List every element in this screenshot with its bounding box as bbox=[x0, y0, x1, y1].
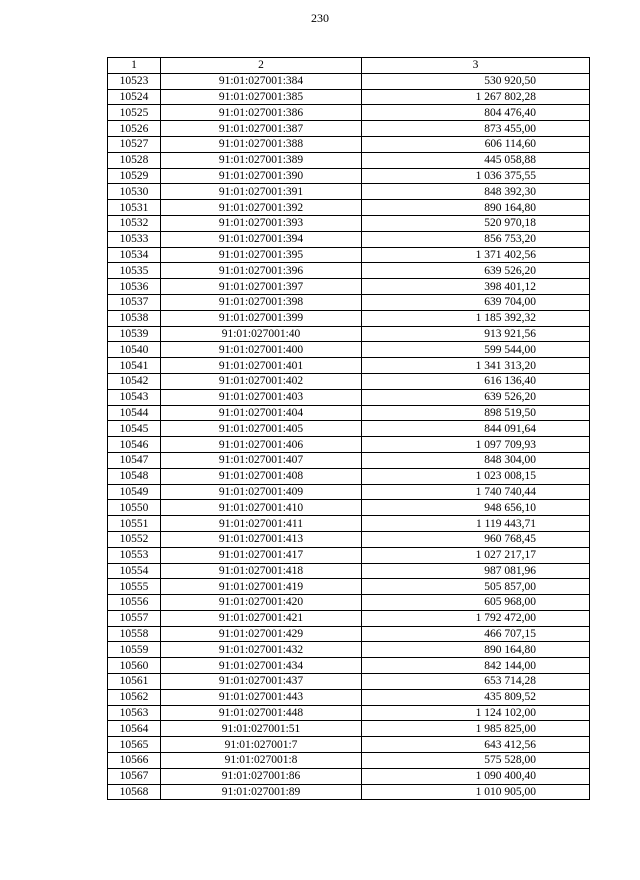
value-cell: 1 097 709,93 bbox=[362, 437, 590, 453]
cadastral-number-cell: 91:01:027001:390 bbox=[161, 168, 362, 184]
cadastral-number-cell: 91:01:027001:51 bbox=[161, 721, 362, 737]
value-cell: 842 144,00 bbox=[362, 658, 590, 674]
cadastral-number-cell: 91:01:027001:402 bbox=[161, 373, 362, 389]
row-number-cell: 10558 bbox=[108, 626, 161, 642]
value-cell: 1 090 400,40 bbox=[362, 768, 590, 784]
table-row bbox=[108, 547, 590, 563]
value-cell: 1 010 905,00 bbox=[362, 784, 590, 800]
table-row bbox=[108, 642, 590, 658]
row-number-cell: 10544 bbox=[108, 405, 161, 421]
table-row bbox=[108, 610, 590, 626]
cadastral-number-cell: 91:01:027001:392 bbox=[161, 200, 362, 216]
value-cell: 1 341 313,20 bbox=[362, 358, 590, 374]
column-header-cadastral-number: 2 bbox=[161, 58, 362, 74]
column-header-value: 3 bbox=[362, 58, 590, 74]
row-number-cell: 10546 bbox=[108, 437, 161, 453]
table-row bbox=[108, 152, 590, 168]
value-cell: 848 304,00 bbox=[362, 452, 590, 468]
cadastral-number-cell: 91:01:027001:394 bbox=[161, 231, 362, 247]
row-number-cell: 10524 bbox=[108, 89, 161, 105]
cadastral-number-cell: 91:01:027001:417 bbox=[161, 547, 362, 563]
cadastral-number-cell: 91:01:027001:385 bbox=[161, 89, 362, 105]
row-number-cell: 10541 bbox=[108, 358, 161, 374]
cadastral-value-table bbox=[107, 57, 590, 800]
cadastral-number-cell: 91:01:027001:448 bbox=[161, 705, 362, 721]
column-header-number: 1 bbox=[108, 58, 161, 74]
row-number-cell: 10536 bbox=[108, 279, 161, 295]
value-cell: 639 526,20 bbox=[362, 263, 590, 279]
table-row bbox=[108, 121, 590, 137]
table-row bbox=[108, 468, 590, 484]
cadastral-number-cell: 91:01:027001:387 bbox=[161, 121, 362, 137]
row-number-cell: 10540 bbox=[108, 342, 161, 358]
table-row bbox=[108, 484, 590, 500]
table-row bbox=[108, 437, 590, 453]
table-row bbox=[108, 326, 590, 342]
cadastral-number-cell: 91:01:027001:410 bbox=[161, 500, 362, 516]
value-cell: 844 091,64 bbox=[362, 421, 590, 437]
table-row bbox=[108, 373, 590, 389]
row-number-cell: 10533 bbox=[108, 231, 161, 247]
row-number-cell: 10552 bbox=[108, 531, 161, 547]
table-row bbox=[108, 768, 590, 784]
table-row bbox=[108, 626, 590, 642]
cadastral-number-cell: 91:01:027001:404 bbox=[161, 405, 362, 421]
value-cell: 987 081,96 bbox=[362, 563, 590, 579]
row-number-cell: 10547 bbox=[108, 452, 161, 468]
value-cell: 643 412,56 bbox=[362, 737, 590, 753]
table-row bbox=[108, 358, 590, 374]
row-number-cell: 10556 bbox=[108, 595, 161, 611]
cadastral-number-cell: 91:01:027001:406 bbox=[161, 437, 362, 453]
row-number-cell: 10528 bbox=[108, 152, 161, 168]
table-row bbox=[108, 279, 590, 295]
value-cell: 898 519,50 bbox=[362, 405, 590, 421]
table-row bbox=[108, 73, 590, 89]
value-cell: 890 164,80 bbox=[362, 200, 590, 216]
table-row bbox=[108, 136, 590, 152]
row-number-cell: 10538 bbox=[108, 310, 161, 326]
cadastral-number-cell: 91:01:027001:397 bbox=[161, 279, 362, 295]
value-cell: 398 401,12 bbox=[362, 279, 590, 295]
cadastral-number-cell: 91:01:027001:409 bbox=[161, 484, 362, 500]
cadastral-number-cell: 91:01:027001:437 bbox=[161, 674, 362, 690]
cadastral-number-cell: 91:01:027001:421 bbox=[161, 610, 362, 626]
row-number-cell: 10561 bbox=[108, 674, 161, 690]
cadastral-number-cell: 91:01:027001:386 bbox=[161, 105, 362, 121]
value-cell: 890 164,80 bbox=[362, 642, 590, 658]
value-cell: 1 792 472,00 bbox=[362, 610, 590, 626]
table-row bbox=[108, 310, 590, 326]
row-number-cell: 10565 bbox=[108, 737, 161, 753]
table-row bbox=[108, 294, 590, 310]
value-cell: 848 392,30 bbox=[362, 184, 590, 200]
table-row bbox=[108, 421, 590, 437]
row-number-cell: 10564 bbox=[108, 721, 161, 737]
row-number-cell: 10531 bbox=[108, 200, 161, 216]
table-row bbox=[108, 105, 590, 121]
value-cell: 466 707,15 bbox=[362, 626, 590, 642]
table-row bbox=[108, 389, 590, 405]
table-row bbox=[108, 784, 590, 800]
table-row bbox=[108, 342, 590, 358]
row-number-cell: 10527 bbox=[108, 136, 161, 152]
value-cell: 639 526,20 bbox=[362, 389, 590, 405]
value-cell: 605 968,00 bbox=[362, 595, 590, 611]
cadastral-number-cell: 91:01:027001:89 bbox=[161, 784, 362, 800]
row-number-cell: 10568 bbox=[108, 784, 161, 800]
table-row bbox=[108, 705, 590, 721]
value-cell: 856 753,20 bbox=[362, 231, 590, 247]
row-number-cell: 10542 bbox=[108, 373, 161, 389]
value-cell: 873 455,00 bbox=[362, 121, 590, 137]
row-number-cell: 10560 bbox=[108, 658, 161, 674]
cadastral-number-cell: 91:01:027001:420 bbox=[161, 595, 362, 611]
table-row bbox=[108, 405, 590, 421]
row-number-cell: 10537 bbox=[108, 294, 161, 310]
cadastral-number-cell: 91:01:027001:388 bbox=[161, 136, 362, 152]
table-row bbox=[108, 674, 590, 690]
cadastral-number-cell: 91:01:027001:407 bbox=[161, 452, 362, 468]
value-cell: 1 267 802,28 bbox=[362, 89, 590, 105]
value-cell: 1 036 375,55 bbox=[362, 168, 590, 184]
value-cell: 960 768,45 bbox=[362, 531, 590, 547]
table-row bbox=[108, 263, 590, 279]
table-row bbox=[108, 500, 590, 516]
row-number-cell: 10530 bbox=[108, 184, 161, 200]
value-cell: 616 136,40 bbox=[362, 373, 590, 389]
row-number-cell: 10563 bbox=[108, 705, 161, 721]
row-number-cell: 10525 bbox=[108, 105, 161, 121]
table-row bbox=[108, 595, 590, 611]
value-cell: 606 114,60 bbox=[362, 136, 590, 152]
cadastral-number-cell: 91:01:027001:408 bbox=[161, 468, 362, 484]
table-row bbox=[108, 563, 590, 579]
table-row bbox=[108, 184, 590, 200]
row-number-cell: 10554 bbox=[108, 563, 161, 579]
row-number-cell: 10535 bbox=[108, 263, 161, 279]
value-cell: 575 528,00 bbox=[362, 753, 590, 769]
table-row bbox=[108, 89, 590, 105]
cadastral-number-cell: 91:01:027001:434 bbox=[161, 658, 362, 674]
table-row bbox=[108, 737, 590, 753]
cadastral-number-cell: 91:01:027001:413 bbox=[161, 531, 362, 547]
cadastral-number-cell: 91:01:027001:391 bbox=[161, 184, 362, 200]
value-cell: 1 185 392,32 bbox=[362, 310, 590, 326]
row-number-cell: 10550 bbox=[108, 500, 161, 516]
value-cell: 1 119 443,71 bbox=[362, 516, 590, 532]
table-row bbox=[108, 689, 590, 705]
cadastral-number-cell: 91:01:027001:7 bbox=[161, 737, 362, 753]
row-number-cell: 10567 bbox=[108, 768, 161, 784]
cadastral-number-cell: 91:01:027001:401 bbox=[161, 358, 362, 374]
row-number-cell: 10562 bbox=[108, 689, 161, 705]
table-body bbox=[108, 73, 590, 800]
cadastral-number-cell: 91:01:027001:403 bbox=[161, 389, 362, 405]
cadastral-number-cell: 91:01:027001:429 bbox=[161, 626, 362, 642]
row-number-cell: 10532 bbox=[108, 215, 161, 231]
value-cell: 948 656,10 bbox=[362, 500, 590, 516]
row-number-cell: 10551 bbox=[108, 516, 161, 532]
row-number-cell: 10523 bbox=[108, 73, 161, 89]
cadastral-number-cell: 91:01:027001:8 bbox=[161, 753, 362, 769]
cadastral-number-cell: 91:01:027001:86 bbox=[161, 768, 362, 784]
row-number-cell: 10559 bbox=[108, 642, 161, 658]
row-number-cell: 10555 bbox=[108, 579, 161, 595]
table-row bbox=[108, 658, 590, 674]
table-row bbox=[108, 231, 590, 247]
value-cell: 1 740 740,44 bbox=[362, 484, 590, 500]
cadastral-number-cell: 91:01:027001:399 bbox=[161, 310, 362, 326]
value-cell: 445 058,88 bbox=[362, 152, 590, 168]
table-row bbox=[108, 721, 590, 737]
value-cell: 530 920,50 bbox=[362, 73, 590, 89]
table-row bbox=[108, 579, 590, 595]
value-cell: 913 921,56 bbox=[362, 326, 590, 342]
page-number: 230 bbox=[311, 11, 329, 25]
cadastral-number-cell: 91:01:027001:389 bbox=[161, 152, 362, 168]
table-row bbox=[108, 247, 590, 263]
table-row bbox=[108, 516, 590, 532]
row-number-cell: 10548 bbox=[108, 468, 161, 484]
value-cell: 804 476,40 bbox=[362, 105, 590, 121]
row-number-cell: 10553 bbox=[108, 547, 161, 563]
cadastral-number-cell: 91:01:027001:398 bbox=[161, 294, 362, 310]
row-number-cell: 10557 bbox=[108, 610, 161, 626]
row-number-cell: 10545 bbox=[108, 421, 161, 437]
cadastral-number-cell: 91:01:027001:411 bbox=[161, 516, 362, 532]
value-cell: 1 985 825,00 bbox=[362, 721, 590, 737]
table-row bbox=[108, 531, 590, 547]
value-cell: 1 371 402,56 bbox=[362, 247, 590, 263]
value-cell: 505 857,00 bbox=[362, 579, 590, 595]
row-number-cell: 10526 bbox=[108, 121, 161, 137]
cadastral-number-cell: 91:01:027001:384 bbox=[161, 73, 362, 89]
value-cell: 599 544,00 bbox=[362, 342, 590, 358]
cadastral-number-cell: 91:01:027001:400 bbox=[161, 342, 362, 358]
cadastral-number-cell: 91:01:027001:395 bbox=[161, 247, 362, 263]
row-number-cell: 10549 bbox=[108, 484, 161, 500]
value-cell: 653 714,28 bbox=[362, 674, 590, 690]
value-cell: 1 023 008,15 bbox=[362, 468, 590, 484]
row-number-cell: 10539 bbox=[108, 326, 161, 342]
row-number-cell: 10534 bbox=[108, 247, 161, 263]
cadastral-number-cell: 91:01:027001:419 bbox=[161, 579, 362, 595]
cadastral-number-cell: 91:01:027001:418 bbox=[161, 563, 362, 579]
row-number-cell: 10566 bbox=[108, 753, 161, 769]
value-cell: 1 027 217,17 bbox=[362, 547, 590, 563]
value-cell: 1 124 102,00 bbox=[362, 705, 590, 721]
table-row bbox=[108, 215, 590, 231]
cadastral-number-cell: 91:01:027001:393 bbox=[161, 215, 362, 231]
cadastral-number-cell: 91:01:027001:432 bbox=[161, 642, 362, 658]
table-row bbox=[108, 200, 590, 216]
cadastral-number-cell: 91:01:027001:396 bbox=[161, 263, 362, 279]
table-row bbox=[108, 753, 590, 769]
table-row bbox=[108, 452, 590, 468]
table-header-row bbox=[108, 58, 590, 74]
value-cell: 435 809,52 bbox=[362, 689, 590, 705]
row-number-cell: 10529 bbox=[108, 168, 161, 184]
value-cell: 639 704,00 bbox=[362, 294, 590, 310]
table-row bbox=[108, 168, 590, 184]
value-cell: 520 970,18 bbox=[362, 215, 590, 231]
row-number-cell: 10543 bbox=[108, 389, 161, 405]
cadastral-number-cell: 91:01:027001:405 bbox=[161, 421, 362, 437]
cadastral-number-cell: 91:01:027001:443 bbox=[161, 689, 362, 705]
cadastral-number-cell: 91:01:027001:40 bbox=[161, 326, 362, 342]
